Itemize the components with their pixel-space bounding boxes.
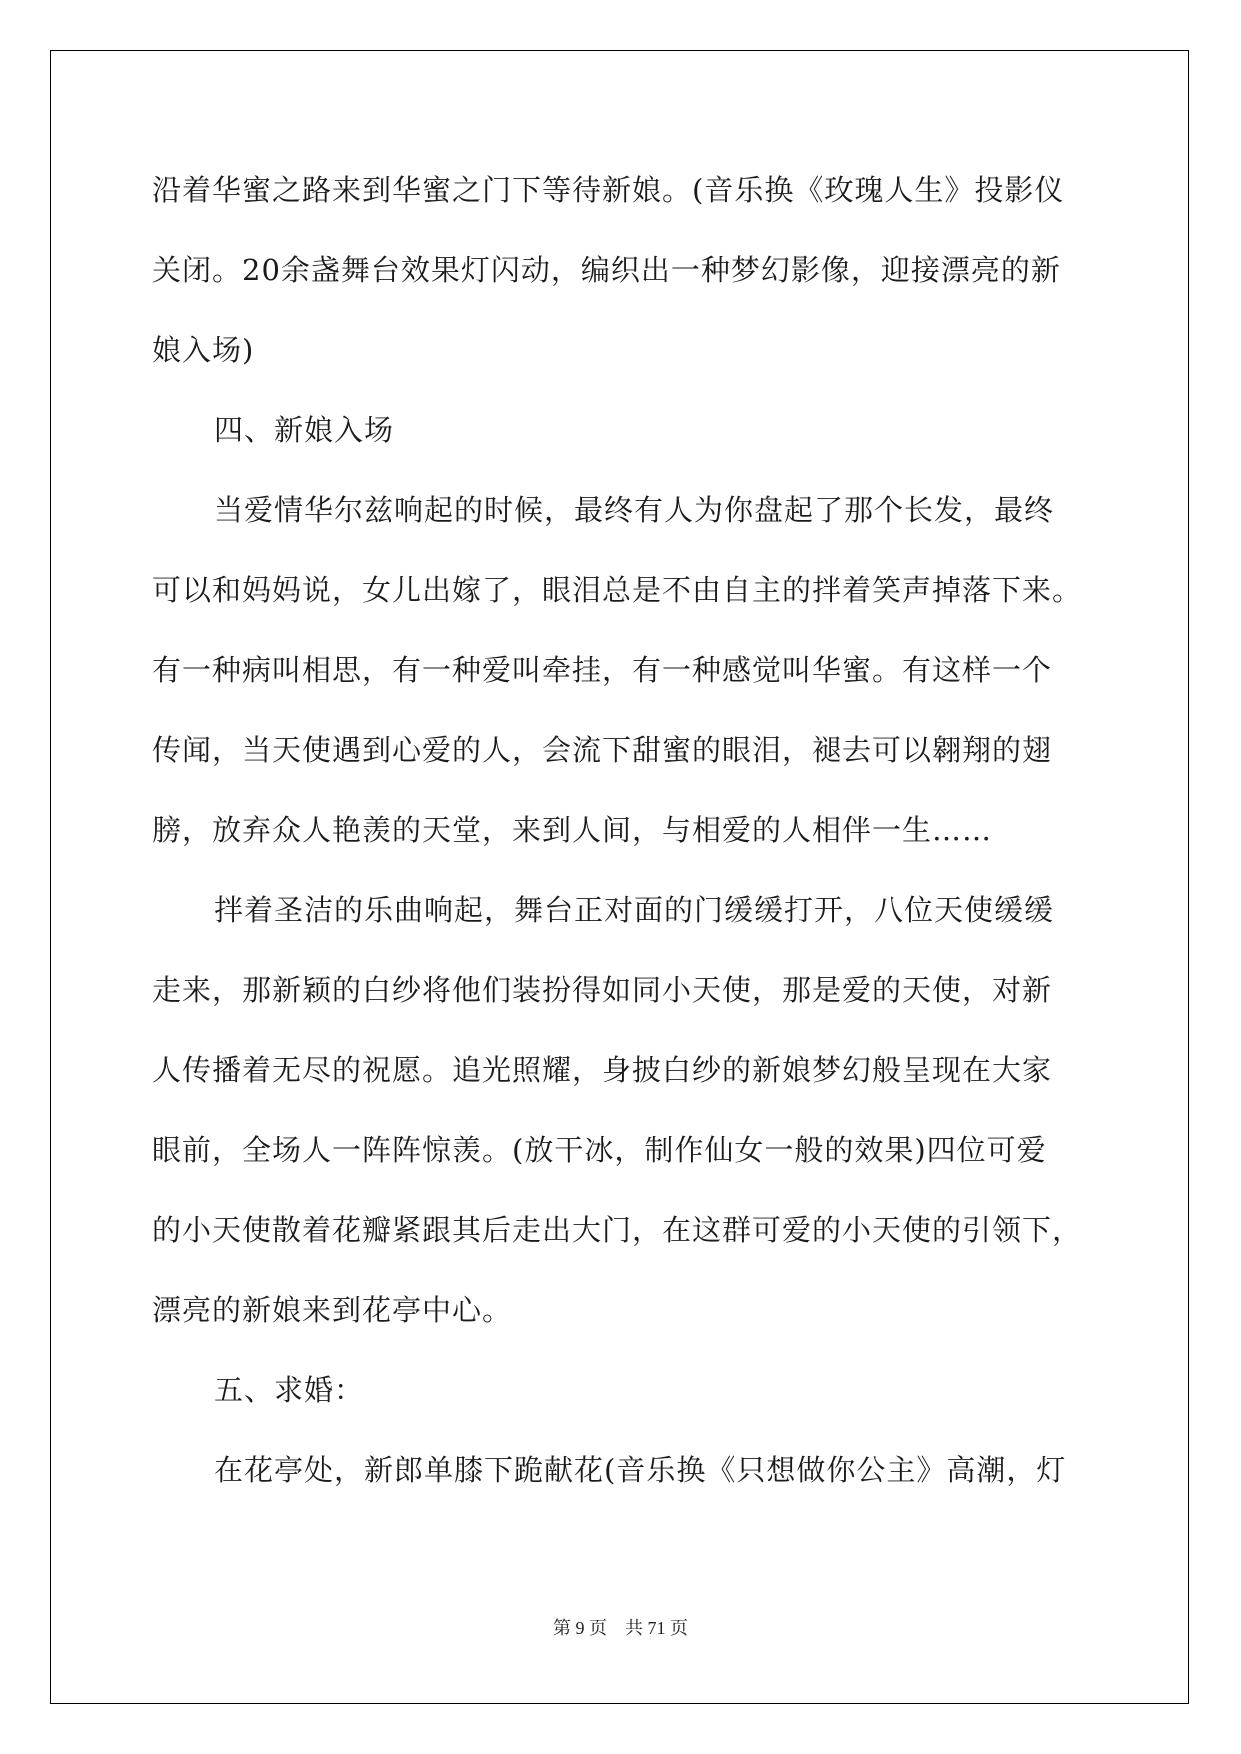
text-line: 膀，放弃众人艳羡的天堂，来到人间，与相爱的人相伴一生…… bbox=[152, 813, 993, 847]
text-line: 眼前，全场人一阵阵惊羡。(放干冰，制作仙女一般的效果)四位可爱 bbox=[152, 1133, 1047, 1167]
text-line: 在花亭处，新郎单膝下跪献花(音乐换《只想做你公主》高潮，灯 bbox=[214, 1453, 1067, 1487]
text-line: 传闻，当天使遇到心爱的人，会流下甜蜜的眼泪，褪去可以翱翔的翅 bbox=[152, 733, 1053, 767]
text-line: 关闭。20余盏舞台效果灯闪动，编织出一种梦幻影像，迎接漂亮的新 bbox=[152, 253, 1061, 287]
text-line: 漂亮的新娘来到花亭中心。 bbox=[152, 1293, 513, 1327]
text-line: 沿着华蜜之路来到华蜜之门下等待新娘。(音乐换《玫瑰人生》投影仪 bbox=[152, 173, 1065, 207]
text-line: 当爱情华尔兹响起的时候，最终有人为你盘起了那个长发，最终 bbox=[214, 493, 1055, 527]
text-line: 可以和妈妈说，女儿出嫁了，眼泪总是不由自主的拌着笑声掉落下来。 bbox=[152, 573, 1083, 607]
section-heading: 五、求婚： bbox=[214, 1373, 365, 1407]
text-line: 娘入场) bbox=[152, 333, 255, 367]
page-number: 第 9 页 共 71 页 bbox=[553, 1618, 688, 1638]
text-line: 拌着圣洁的乐曲响起，舞台正对面的门缓缓打开，八位天使缓缓 bbox=[214, 893, 1055, 927]
text-line: 的小天使散着花瓣紧跟其后走出大门，在这群可爱的小天使的引领下， bbox=[152, 1213, 1083, 1247]
text-line: 人传播着无尽的祝愿。追光照耀，身披白纱的新娘梦幻般呈现在大家 bbox=[152, 1053, 1053, 1087]
text-line: 走来，那新颖的白纱将他们装扮得如同小天使，那是爱的天使，对新 bbox=[152, 973, 1053, 1007]
section-heading: 四、新娘入场 bbox=[214, 413, 395, 447]
text-line: 有一种病叫相思，有一种爱叫牵挂，有一种感觉叫华蜜。有这样一个 bbox=[152, 653, 1053, 687]
